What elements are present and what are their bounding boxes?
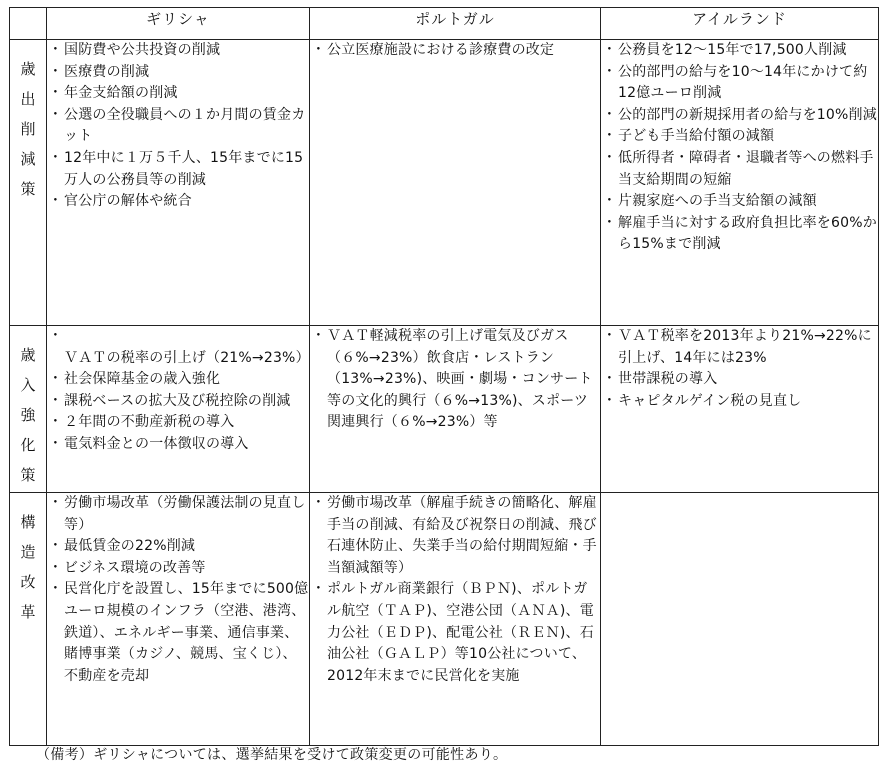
- cell-ireland-expenditure: [601, 40, 879, 326]
- list-item-text: ＶＡＴの税率の引上げ（21%→23%）: [64, 349, 310, 366]
- cell-greece-revenue: [47, 326, 310, 493]
- row-label-char: 減: [20, 150, 36, 168]
- bullet-marker: ・: [48, 193, 63, 210]
- list-item-text: 公立医療施設における診療費の改定: [327, 42, 555, 58]
- bullet-marker: ・: [48, 559, 63, 576]
- list-item-text: ２年間の不動産新税の導入: [64, 414, 235, 431]
- list-item: [47, 326, 309, 369]
- bullet-marker: ・: [602, 106, 617, 123]
- row-revenue-measures: [10, 326, 879, 493]
- list-item: [601, 148, 878, 191]
- policy-comparison-table: [9, 7, 879, 746]
- list-item: [310, 579, 600, 687]
- list-item: [601, 213, 878, 256]
- header-ireland: アイルランド: [601, 8, 879, 40]
- row-label-char: 改: [20, 573, 36, 591]
- cell-ireland-revenue: [601, 326, 879, 493]
- bullet-marker: ・: [48, 581, 63, 598]
- row-label-char: 策: [20, 180, 36, 198]
- list-item: [601, 126, 878, 148]
- row-label-char: 化: [20, 436, 36, 454]
- list-item: [310, 40, 600, 62]
- list-item: [47, 40, 309, 62]
- row-label-revenue-measures: [10, 326, 47, 493]
- cell-greece-expenditure: [47, 40, 310, 326]
- bullet-marker: ・: [48, 149, 63, 166]
- bullet-marker: ・: [602, 42, 617, 58]
- bullet-marker: ・: [311, 495, 326, 511]
- list-item: [601, 40, 878, 62]
- list-item-text: 労働市場改革（労働保護法制の見直し等）: [64, 495, 306, 533]
- list-item: [47, 434, 309, 456]
- list-item-text: 最低賃金の22%削減: [64, 538, 196, 555]
- footnote: （備考）ギリシャについては、選挙結果を受けて政策変更の可能性あり。: [36, 747, 508, 763]
- bullet-marker: ・: [602, 149, 617, 166]
- list-item-text: 医療費の削減: [64, 63, 150, 80]
- bullet-marker: ・: [48, 392, 63, 409]
- list-item-text: 公務員を12～15年で17,500人削減: [618, 42, 847, 58]
- list-item: [601, 105, 878, 127]
- list-item-text: 課税ベースの拡大及び税控除の削減: [64, 392, 291, 409]
- bullet-marker: ・: [602, 392, 617, 409]
- bullet-marker: ・: [602, 371, 617, 388]
- bullet-marker: ・: [48, 495, 63, 511]
- list-item-text: ポルトガル商業銀行（ＢＰＮ)、ポルトガル航空（ＴＡＰ)、空港公団（ＡＮＡ)、電力公社（ＥＤＰ)、配電公社（ＲＥＮ)、石油公社（ＧＡＬＰ）等10公社について、2012年末までに民営化を実施: [327, 581, 594, 684]
- bullet-marker: ・: [602, 128, 617, 145]
- list-item: [601, 369, 878, 391]
- list-item: [47, 83, 309, 105]
- list-item-text: ＶＡＴ軽減税率の引上げ電気及びガス（６%→23%）飲食店・レストラン（13%→23%)、映画・劇場・コンサート等の文化的興行（６%→13%)、スポーツ関連興行（６%→23%）等: [327, 328, 593, 431]
- row-structural-reform: [10, 493, 879, 746]
- bullet-marker: ・: [48, 414, 63, 431]
- row-expenditure-cuts: [10, 40, 879, 326]
- list-item: [47, 412, 309, 434]
- list-item: [47, 536, 309, 558]
- list-item-text: 国防費や公共投資の削減: [64, 42, 221, 58]
- row-label-char: 策: [20, 466, 36, 484]
- list-item-text: 年金支給額の削減: [64, 85, 178, 102]
- row-label-char: 出: [20, 90, 36, 108]
- bullet-marker: ・: [602, 193, 617, 210]
- bullet-marker: ・: [48, 328, 63, 344]
- header-corner: [10, 8, 47, 40]
- bullet-marker: ・: [48, 85, 63, 102]
- row-label-char: 構: [20, 513, 36, 531]
- row-label-char: 歳: [20, 346, 36, 364]
- list-item: [601, 326, 878, 369]
- list-item-text: 民営化庁を設置し、15年までに500億ユーロ規模のインフラ（空港、港湾、鉄道）、エネルギー事業、通信事業、賭博事業（カジノ、競馬、宝くじ）、不動産を売却: [64, 581, 309, 684]
- list-item-text: 子ども手当給付額の減額: [618, 128, 775, 145]
- list-item-text: 公的部門の新規採用者の給与を10%削減: [618, 106, 877, 123]
- list-item: [601, 391, 878, 413]
- row-label-char: 革: [20, 603, 36, 621]
- list-item: [47, 369, 309, 391]
- header-row: [10, 8, 879, 40]
- list-item: [310, 493, 600, 579]
- list-item: [601, 191, 878, 213]
- cell-ireland-structural: [601, 493, 879, 746]
- bullet-marker: ・: [48, 435, 63, 452]
- list-item-text: 世帯課税の導入: [618, 371, 718, 388]
- bullet-marker: ・: [602, 63, 617, 80]
- list-item-text: 片親家庭への手当支給額の減額: [618, 193, 817, 210]
- bullet-marker: ・: [48, 42, 63, 58]
- list-item-text: 公的部門の給与を10～14年にかけて約12億ユーロ削減: [618, 63, 868, 102]
- row-label-char: 入: [20, 376, 36, 394]
- cell-greece-structural: [47, 493, 310, 746]
- list-item-text: 公選の全役職員への１か月間の賃金カット: [64, 106, 306, 145]
- list-item-text: ＶＡＴ税率を2013年より21%→22%に引上げ、14年には23%: [618, 328, 872, 366]
- list-item: [310, 326, 600, 434]
- row-label-char: 歳: [20, 60, 36, 78]
- row-label-expenditure-cuts: [10, 40, 47, 326]
- list-item-text: 官公庁の解体や統合: [64, 193, 192, 210]
- list-item: [47, 105, 309, 148]
- cell-portugal-revenue: [310, 326, 601, 493]
- list-item: [47, 62, 309, 84]
- list-item-text: 低所得者・障碍者・退職者等への燃料手当支給期間の短縮: [618, 149, 874, 188]
- list-item-text: 解雇手当に対する政府負担比率を60%から15%まで削減: [618, 214, 877, 253]
- list-item-text: 12年中に１万５千人、15年までに15万人の公務員等の削減: [64, 149, 304, 188]
- list-item: [601, 62, 878, 105]
- list-item: [47, 391, 309, 413]
- list-item: [47, 191, 309, 213]
- bullet-marker: ・: [48, 538, 63, 555]
- list-item-text: 電気料金との一体徴収の導入: [64, 435, 249, 452]
- bullet-marker: ・: [48, 106, 63, 123]
- row-label-char: 削: [20, 120, 36, 138]
- list-item: [47, 493, 309, 536]
- list-item-text: ビジネス環境の改善等: [64, 559, 206, 576]
- bullet-marker: ・: [48, 63, 63, 80]
- list-item-text: キャピタルゲイン税の見直し: [618, 392, 802, 409]
- cell-portugal-structural: [310, 493, 601, 746]
- header-portugal: ポルトガル: [310, 8, 601, 40]
- row-label-char: 造: [20, 543, 36, 561]
- bullet-marker: ・: [602, 214, 617, 231]
- bullet-marker: ・: [311, 581, 326, 598]
- bullet-marker: ・: [602, 328, 617, 344]
- list-item-text: 社会保障基金の歳入強化: [64, 371, 221, 388]
- list-item: [47, 148, 309, 191]
- bullet-marker: ・: [311, 42, 326, 58]
- bullet-marker: ・: [48, 371, 63, 388]
- list-item: [47, 579, 309, 687]
- list-item-text: 労働市場改革（解雇手続きの簡略化、解雇手当の削減、有給及び祝祭日の削減、飛び石連休防止、失業手当の給付期間短縮・手当額減額等）: [327, 495, 597, 576]
- bullet-marker: ・: [311, 328, 326, 344]
- list-item: [47, 558, 309, 580]
- header-greece: ギリシャ: [47, 8, 310, 40]
- cell-portugal-expenditure: [310, 40, 601, 326]
- row-label-char: 強: [20, 406, 36, 424]
- row-label-structural-reform: [10, 493, 47, 746]
